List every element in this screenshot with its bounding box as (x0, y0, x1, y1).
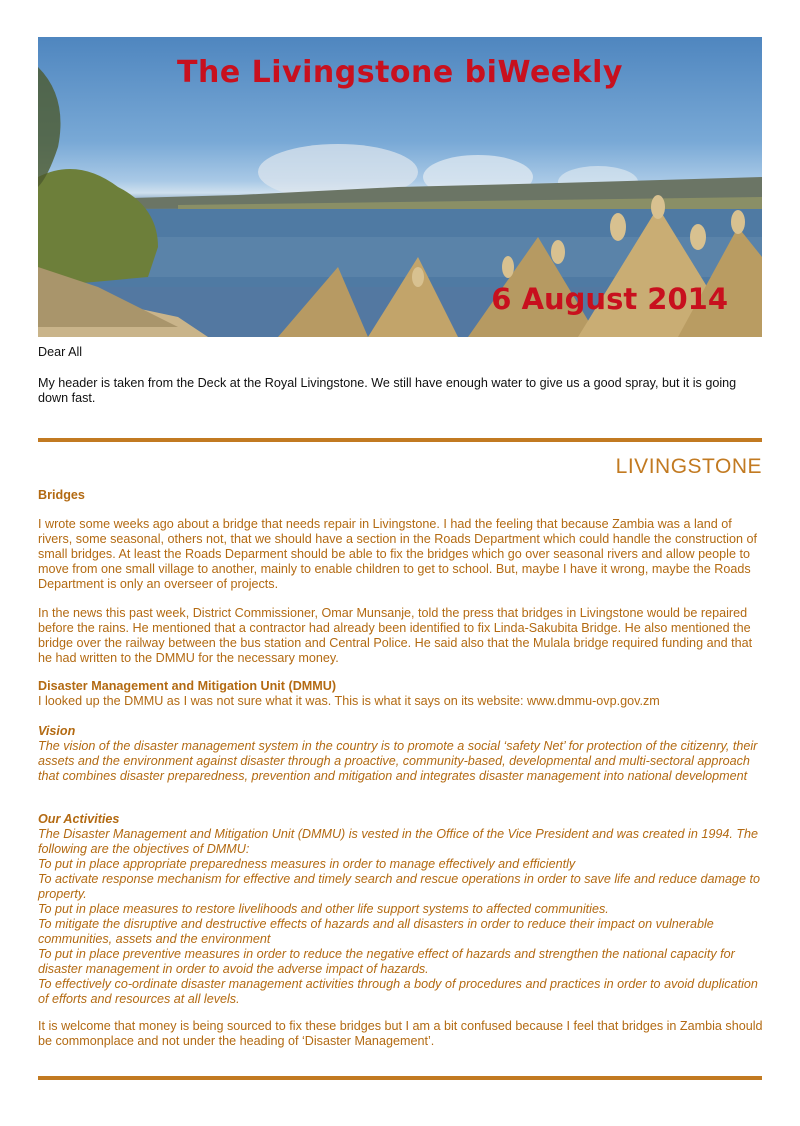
issue-date: 6 August 2014 (491, 282, 728, 316)
newsletter-title: The Livingstone biWeekly (177, 55, 623, 90)
bridges-paragraph-2: In the news this past week, District Commissioner, Omar Munsanje, told the press that bridges in Livingstone would be repaired before the rains. He mentioned that a contractor had already been identified to fix Linda-Sakubita Bridge. He also mentioned the bridge over the railway between the bus station and Central Police. He said also that the Mulala bridge required funding and that he had written to the DMMU for the necessary money. (38, 606, 753, 665)
activities-line: To put in place appropriate preparedness measures in order to manage effectively and efficiently (38, 857, 576, 871)
activities-line: To put in place measures to restore livelihoods and other life support systems to affected communities. (38, 902, 609, 916)
vision-text: The vision of the disaster management system in the country is to promote a social ‘safety Net’ for protection of the citizenry, their assets and the environment against disaster through a proactive, community-based, developmental and multi-sectoral approach that combines disaster preparedness, prevention and mitigation and integrates disaster management into national development (38, 739, 758, 783)
dmmu-heading: Disaster Management and Mitigation Unit (DMMU) (38, 679, 337, 693)
dmmu-intro: I looked up the DMMU as I was not sure what it was. This is what it says on its website: www.dmmu-ovp.gov.zm (38, 694, 660, 708)
bridges-paragraph-1: I wrote some weeks ago about a bridge that needs repair in Livingstone. I had the feeling that because Zambia was a land of rivers, some seasonal, others not, that we should have a section in the Roads Department which could handle the construction of small bridges. At least the Roads Deparment should be able to fix the bridges which go over seasonal rivers and allow people to move from one small village to another, mainly to enable children to get to school. But, maybe I have it wrong, maybe the Roads Department is only an overseer of projects. (38, 517, 757, 591)
section-divider-top (38, 438, 762, 442)
activities-line: To put in place preventive measures in order to reduce the negative effect of hazards and strengthen the national capacity for disaster management in order to avoid the adverse impact of hazards. (38, 947, 735, 976)
section-divider-bottom (38, 1076, 762, 1080)
intro-paragraph: My header is taken from the Deck at the Royal Livingstone. We still have enough water to give us a good spray, but it is going down fast. (38, 376, 737, 405)
section-title: LIVINGSTONE (615, 455, 762, 478)
activities-heading: Our Activities (38, 812, 120, 826)
bridges-heading: Bridges (38, 488, 85, 502)
activities-list (38, 827, 766, 1007)
closing-paragraph: It is welcome that money is being sourced to fix these bridges but I am a bit confused because I feel that bridges in Zambia should be commonplace and not under the heading of ‘Disaster Management’. (38, 1019, 763, 1048)
vision-heading: Vision (38, 724, 76, 738)
activities-line: To effectively co-ordinate disaster management activities through a body of procedures and practices in order to avoid duplication of efforts and resources at all levels. (38, 977, 758, 1006)
greeting: Dear All (38, 345, 83, 359)
activities-line: To activate response mechanism for effective and timely search and rescue operations in order to save life and reduce damage to property. (38, 872, 760, 901)
activities-line: To mitigate the disruptive and destructive effects of hazards and all disasters in order to reduce their impact on vulnerable communities, assets and the environment (38, 917, 714, 946)
header-banner-photo (38, 37, 762, 337)
activities-line: The Disaster Management and Mitigation Unit (DMMU) is vested in the Office of the Vice President and was created in 1994. The following are the objectives of DMMU: (38, 827, 759, 856)
